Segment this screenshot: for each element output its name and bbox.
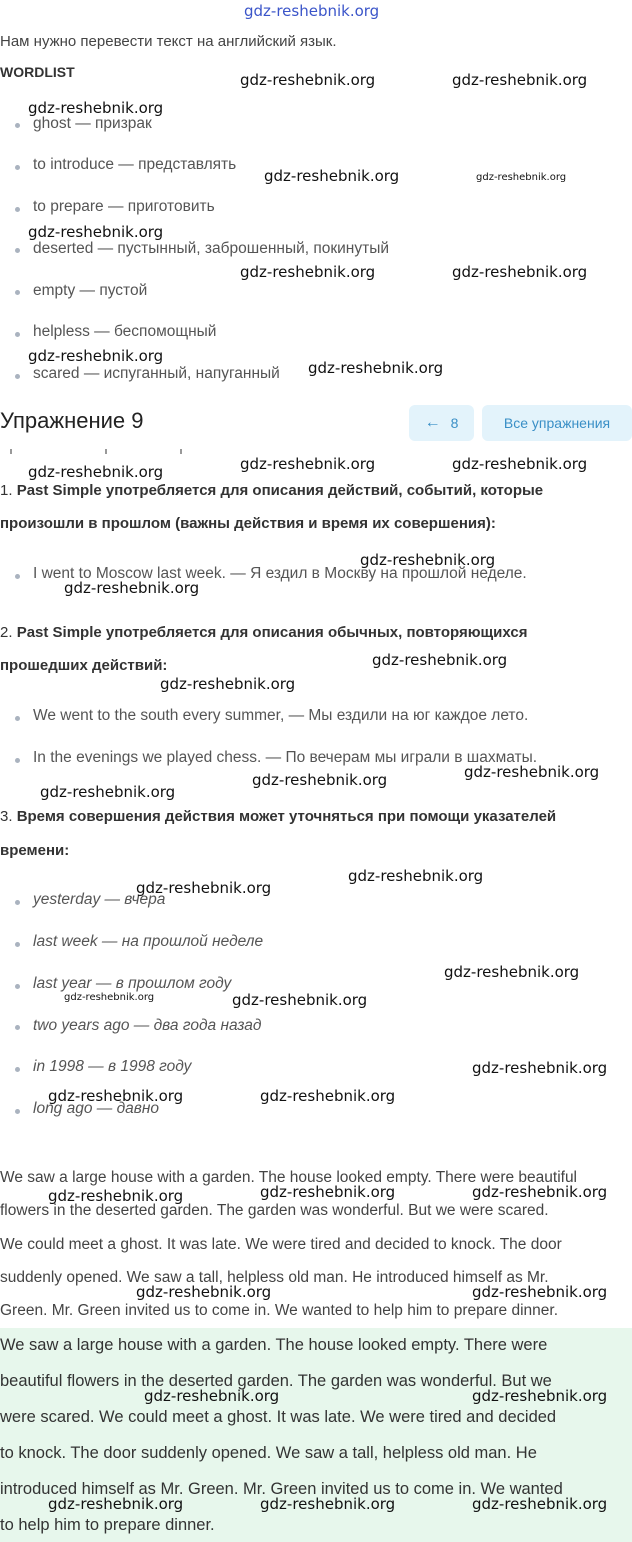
time-marker: last week — на прошлой неделе bbox=[33, 933, 264, 950]
watermark: gdz-reshebnik.org bbox=[64, 579, 200, 597]
watermark: gdz-reshebnik.org bbox=[452, 71, 588, 89]
watermark: gdz-reshebnik.org bbox=[348, 867, 484, 885]
prev-exercise-label: 8 bbox=[450, 415, 459, 431]
watermark: gdz-reshebnik.org bbox=[28, 347, 164, 365]
watermark: gdz-reshebnik.org bbox=[64, 992, 155, 1003]
rule-1-line-1: 1. Past Simple употребляется для описания действий, событий, которые bbox=[0, 482, 544, 499]
time-marker: long ago — давно bbox=[33, 1100, 160, 1117]
rule-3-line-2: времени: bbox=[0, 842, 70, 859]
bullet bbox=[15, 900, 20, 905]
watermark: gdz-reshebnik.org bbox=[452, 455, 588, 473]
watermark: gdz-reshebnik.org bbox=[472, 1183, 608, 1201]
watermark: gdz-reshebnik.org bbox=[260, 1495, 396, 1513]
bullet bbox=[15, 1067, 20, 1072]
answer-line: introduced himself as Mr. Green. Mr. Green invited us to come in. We wanted bbox=[0, 1480, 563, 1498]
watermark: gdz-reshebnik.org bbox=[464, 763, 600, 781]
list-item: to introduce — представлять bbox=[33, 156, 237, 173]
watermark: gdz-reshebnik.org bbox=[260, 1087, 396, 1105]
watermark: gdz-reshebnik.org bbox=[472, 1495, 608, 1513]
bullet bbox=[15, 984, 20, 989]
task-line: We could meet a ghost. It was late. We were tired and decided to knock. The door bbox=[0, 1236, 562, 1253]
rule-1-example: I went to Moscow last week. — Я ездил в Москву на прошлой неделе. bbox=[33, 565, 527, 582]
divider bbox=[10, 449, 185, 455]
bullet bbox=[15, 574, 20, 579]
watermark: gdz-reshebnik.org bbox=[372, 651, 508, 669]
site-header-link[interactable]: gdz-reshebnik.org bbox=[244, 2, 380, 20]
bullet bbox=[15, 374, 20, 379]
bullet bbox=[15, 248, 20, 253]
list-item: to prepare — приготовить bbox=[33, 198, 215, 215]
bullet bbox=[15, 290, 20, 295]
time-marker: in 1998 — в 1998 году bbox=[33, 1058, 192, 1075]
watermark: gdz-reshebnik.org bbox=[136, 879, 272, 897]
answer-line: to help him to prepare dinner. bbox=[0, 1516, 215, 1534]
wordlist-title: WORDLIST bbox=[0, 64, 75, 80]
answer-line: were scared. We could meet a ghost. It was late. We were tired and decided bbox=[0, 1408, 557, 1426]
list-item: empty — пустой bbox=[33, 282, 148, 299]
watermark: gdz-reshebnik.org bbox=[472, 1387, 608, 1405]
watermark: gdz-reshebnik.org bbox=[360, 551, 496, 569]
prev-exercise-button[interactable] bbox=[409, 405, 474, 441]
answer-line: We saw a large house with a garden. The house looked empty. There were bbox=[0, 1336, 548, 1354]
list-item: helpless — беспомощный bbox=[33, 323, 217, 340]
bullet bbox=[15, 942, 20, 947]
rule-2-example: In the evenings we played chess. — По вечерам мы играли в шахматы. bbox=[33, 749, 538, 766]
watermark: gdz-reshebnik.org bbox=[28, 463, 164, 481]
watermark: gdz-reshebnik.org bbox=[240, 263, 376, 281]
bullet bbox=[15, 123, 20, 128]
watermark: gdz-reshebnik.org bbox=[260, 1183, 396, 1201]
task-line: We saw a large house with a garden. The house looked empty. There were beautiful bbox=[0, 1169, 578, 1186]
watermark: gdz-reshebnik.org bbox=[48, 1495, 184, 1513]
bullet bbox=[15, 1109, 20, 1114]
watermark: gdz-reshebnik.org bbox=[28, 99, 164, 117]
all-exercises-button[interactable]: Все упражнения bbox=[482, 405, 632, 441]
rule-2-example: We went to the south every summer, — Мы ездили на юг каждое лето. bbox=[33, 707, 529, 724]
task-line: Green. Mr. Green invited us to come in. We wanted to help him to prepare dinner. bbox=[0, 1302, 559, 1319]
watermark: gdz-reshebnik.org bbox=[472, 1059, 608, 1077]
watermark: gdz-reshebnik.org bbox=[444, 963, 580, 981]
rule-2-line-2: прошедших действий: bbox=[0, 657, 168, 674]
watermark: gdz-reshebnik.org bbox=[476, 172, 567, 183]
watermark: gdz-reshebnik.org bbox=[160, 675, 296, 693]
list-item: ghost — призрак bbox=[33, 115, 152, 132]
bullet bbox=[15, 165, 20, 170]
bullet bbox=[15, 332, 20, 337]
watermark: gdz-reshebnik.org bbox=[28, 223, 164, 241]
watermark: gdz-reshebnik.org bbox=[240, 455, 376, 473]
intro-text: Нам нужно перевести текст на английский язык. bbox=[0, 33, 337, 50]
bullet bbox=[15, 207, 20, 212]
time-marker: last year — в прошлом году bbox=[33, 975, 232, 992]
task-line: suddenly opened. We saw a tall, helpless old man. He introduced himself as Mr. bbox=[0, 1269, 549, 1286]
watermark: gdz-reshebnik.org bbox=[308, 359, 444, 377]
bullet bbox=[15, 1025, 20, 1030]
rule-3-line-1: 3. Время совершения действия может уточняться при помощи указателей bbox=[0, 808, 557, 825]
task-line: flowers in the deserted garden. The garden was wonderful. But we were scared. bbox=[0, 1202, 549, 1219]
bullet bbox=[15, 758, 20, 763]
rule-1-line-2: произошли в прошлом (важны действия и время их совершения): bbox=[0, 515, 496, 532]
watermark: gdz-reshebnik.org bbox=[40, 783, 176, 801]
rule-2-line-1: 2. Past Simple употребляется для описания обычных, повторяющихся bbox=[0, 624, 528, 641]
watermark: gdz-reshebnik.org bbox=[472, 1283, 608, 1301]
exercise-title: Упражнение 9 bbox=[0, 408, 144, 433]
watermark: gdz-reshebnik.org bbox=[136, 1283, 272, 1301]
list-item: deserted — пустынный, заброшенный, покинутый bbox=[33, 240, 390, 257]
watermark: gdz-reshebnik.org bbox=[252, 771, 388, 789]
time-marker: yesterday — вчера bbox=[33, 891, 166, 908]
bullet bbox=[15, 716, 20, 721]
watermark: gdz-reshebnik.org bbox=[264, 167, 400, 185]
watermark: gdz-reshebnik.org bbox=[232, 991, 368, 1009]
time-marker: two years ago — два года назад bbox=[33, 1017, 262, 1034]
list-item: scared — испуганный, напуганный bbox=[33, 365, 280, 382]
answer-line: to knock. The door suddenly opened. We saw a tall, helpless old man. He bbox=[0, 1444, 537, 1462]
answer-line: beautiful flowers in the deserted garden. The garden was wonderful. But we bbox=[0, 1372, 552, 1390]
watermark: gdz-reshebnik.org bbox=[48, 1087, 184, 1105]
watermark: gdz-reshebnik.org bbox=[144, 1387, 280, 1405]
watermark: gdz-reshebnik.org bbox=[452, 263, 588, 281]
watermark: gdz-reshebnik.org bbox=[240, 71, 376, 89]
watermark: gdz-reshebnik.org bbox=[48, 1187, 184, 1205]
arrow-left-icon: ← bbox=[424, 414, 441, 431]
